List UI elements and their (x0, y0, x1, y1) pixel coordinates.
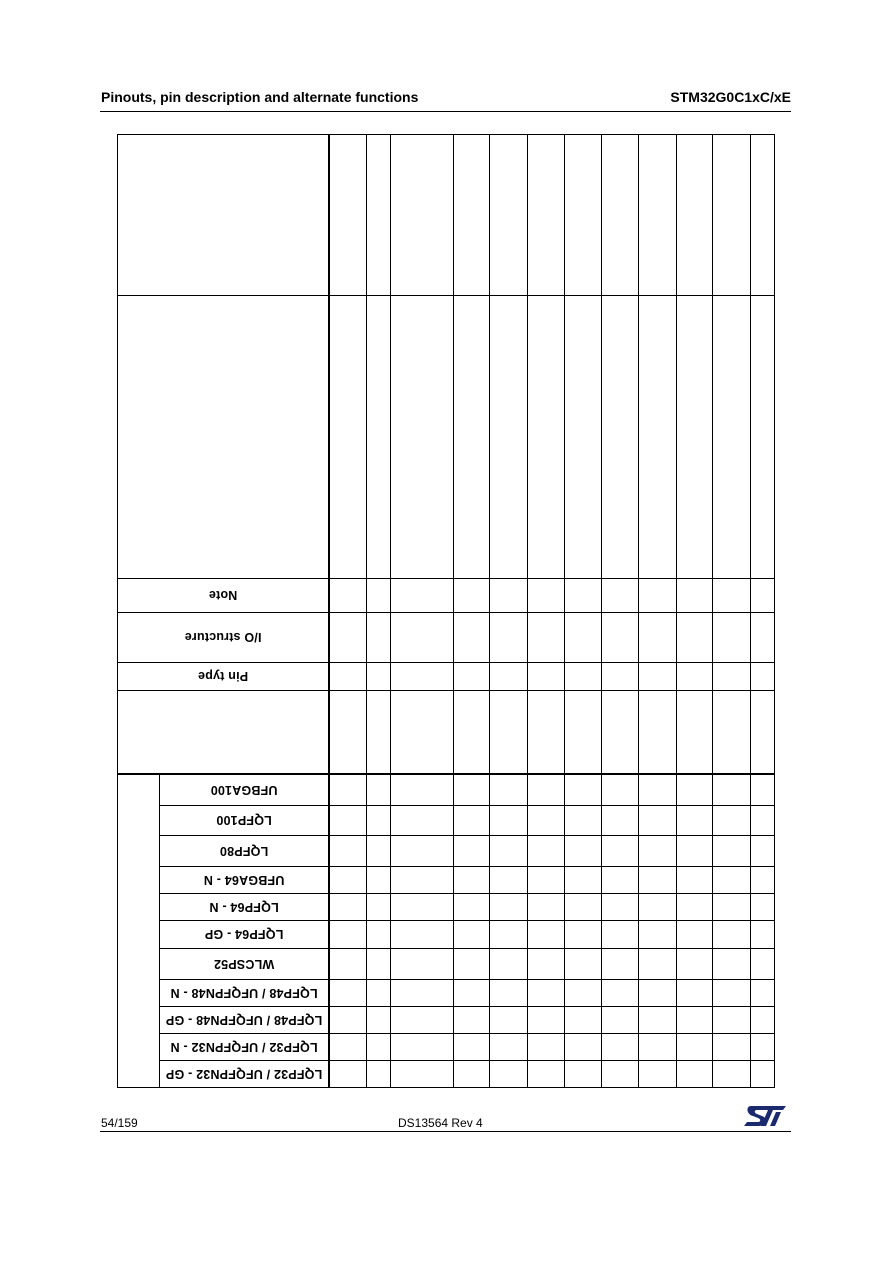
package-label: LQFP48 / UFQFPN48 - GP (165, 1013, 323, 1027)
row-label-io-structure: I/O structure (184, 630, 262, 645)
col-line (366, 134, 367, 1088)
package-label: LQFP64 - GP (204, 927, 284, 942)
col-line (527, 134, 528, 1088)
col-line (489, 134, 490, 1088)
st-logo-icon (743, 1104, 787, 1128)
row-line (117, 295, 775, 296)
package-label: LQFP32 / UFQFPN32 - N (170, 1040, 318, 1054)
package-label: WLCSP52 (213, 957, 275, 971)
col-line (750, 134, 751, 1088)
page-number: 54/159 (101, 1116, 138, 1130)
row-label-note: Note (208, 588, 238, 603)
document-id: DS13564 Rev 4 (398, 1116, 483, 1130)
row-label-pin-type: Pin type (197, 669, 249, 684)
col-line (453, 134, 454, 1088)
row-line (117, 690, 775, 691)
col-line (638, 134, 639, 1088)
document-title: STM32G0C1xC/xE (670, 89, 791, 105)
package-label: UFBGA100 (210, 783, 278, 797)
package-label: LQFP100 (216, 813, 272, 828)
section-title: Pinouts, pin description and alternate functions (101, 89, 419, 105)
col-line (390, 134, 391, 1088)
package-label: LQFP80 (219, 844, 269, 858)
col-line (712, 134, 713, 1088)
package-label: UFBGA64 - N (203, 873, 285, 887)
footer-rule (100, 1131, 791, 1132)
table-border-right (774, 134, 775, 1088)
col-line (676, 134, 677, 1088)
package-label: LQFP32 / UFQFPN32 - GP (165, 1067, 323, 1081)
col-line (601, 134, 602, 1088)
package-label: LQFP64 - N (209, 900, 279, 914)
col-line (564, 134, 565, 1088)
label-column-separator (328, 134, 330, 1088)
package-label: LQFP48 / UFQFPN48 - N (170, 986, 318, 1000)
